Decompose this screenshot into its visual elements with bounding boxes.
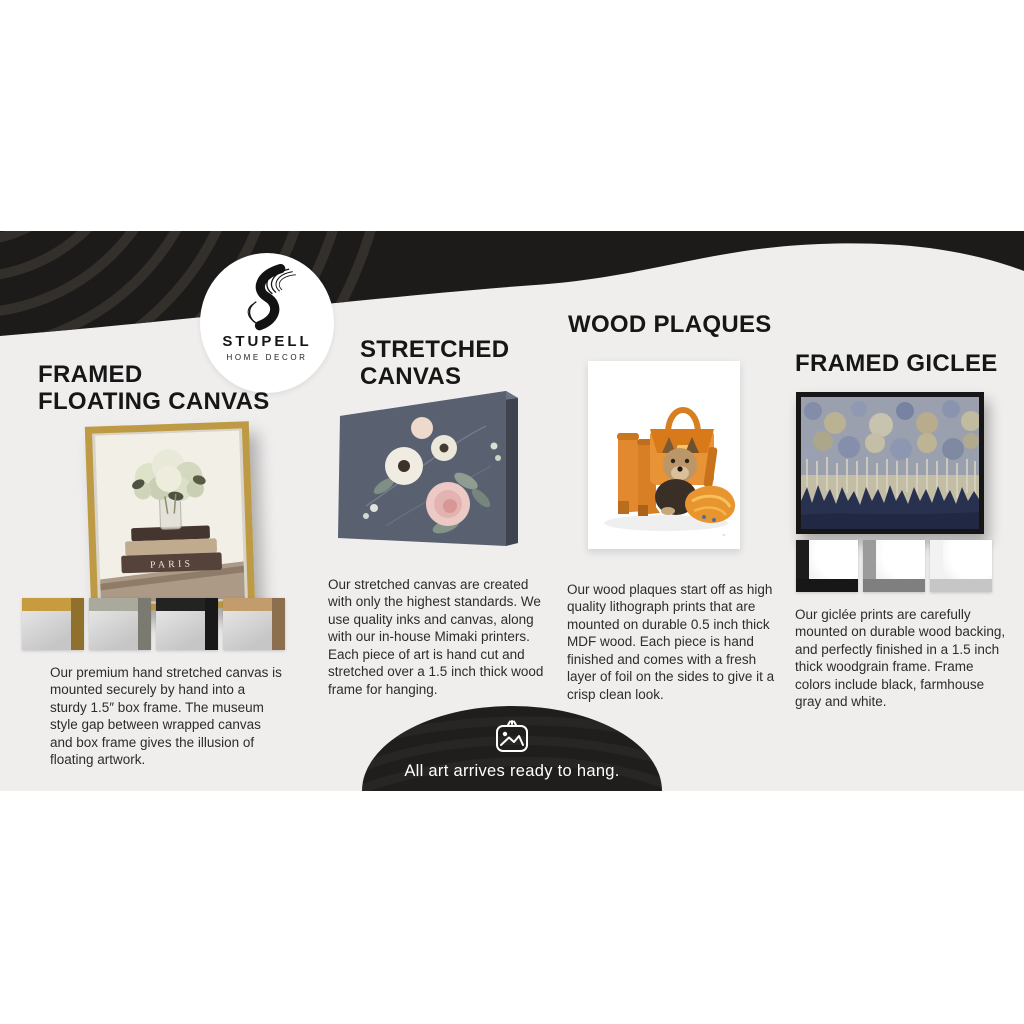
description-stretched-canvas: Our stretched canvas are created with only the highest standards. We use quality inks and canvas, along with our in-house Mimaki printers. Each piece of art is hand cut and stretched over a 1.5 inch thick wood frame for hanging.: [328, 576, 544, 697]
hydrangea-paris-illustration: [94, 431, 246, 604]
canvas-side-edge: [506, 391, 518, 546]
frame-edge-bottom: [863, 579, 925, 592]
frame-edge-side: [272, 598, 285, 650]
heading-wood-plaques: [568, 312, 772, 339]
brand-tagline: HOME DECOR: [226, 353, 308, 362]
floral-canvas-illustration: [326, 386, 526, 558]
s-swirl-icon: [236, 263, 298, 335]
heading-line: FLOATING CANVAS: [38, 387, 270, 415]
heading-line: CANVAS: [360, 362, 462, 390]
yorkie-fashion-illustration: [588, 361, 740, 549]
frame-edge-side: [138, 598, 151, 650]
heading-line: WOOD PLAQUES: [568, 311, 772, 338]
abstract-giclee-illustration: [801, 397, 979, 529]
frame-swatch-gray: [863, 540, 925, 592]
frame-color-swatches: [22, 598, 285, 650]
frame-swatch-black: [156, 598, 218, 650]
frame-swatch-white: [930, 540, 992, 592]
description-framed-giclee: Our giclée prints are carefully mounted on durable wood backing, and perfectly finished in a 1.5 inch thick woodgrain frame. Frame colors include black, farmhouse gray and white.: [795, 606, 1006, 710]
footer-message: All art arrives ready to hang.: [404, 762, 620, 780]
heading-framed-giclee: [795, 351, 998, 378]
heading-line: STRETCHED: [360, 336, 510, 363]
frame-edge-side: [71, 598, 84, 650]
heading-framed-floating-canvas: [38, 362, 270, 416]
frame-edge-bottom: [796, 579, 858, 592]
book-stack: [120, 525, 222, 573]
frame-swatch-gold: [22, 598, 84, 650]
top-wave-band: [0, 231, 1024, 343]
heading-stretched-canvas: [360, 337, 509, 391]
stretched-canvas-artwork: [326, 386, 526, 558]
book-title-label: PARIS: [149, 558, 194, 571]
heading-line: FRAMED GICLEE: [795, 350, 998, 377]
framed-giclee-artwork: [796, 392, 984, 534]
frame-edge-side: [205, 598, 218, 650]
heading-line: FRAMED: [38, 361, 143, 388]
wood-plaque-artwork: [588, 361, 740, 549]
description-framed-floating-canvas: Our premium hand stretched canvas is mounted securely by hand into a sturdy 1.5″ box frame. The museum style gap between wrapped canvas and box frame gives the illusion of floating artwork.: [50, 664, 282, 768]
frame-edge-bottom: [930, 579, 992, 592]
frame-swatch-black: [796, 540, 858, 592]
brand-name: STUPELL: [222, 333, 312, 350]
description-wood-plaques: Our wood plaques start off as high quality lithograph prints that are mounted on durable 0.5 inch thick MDF wood. Each piece is hand finished and comes with a fresh layer of foil on the sides to give it a crisp clean look.: [567, 581, 775, 702]
floating-canvas-artwork: [85, 421, 255, 613]
giclee-frame-swatches: [796, 540, 992, 592]
artist-signature: ~: [722, 533, 726, 539]
frame-swatch-tan: [223, 598, 285, 650]
frame-swatch-silver: [89, 598, 151, 650]
framed-art-icon: [490, 718, 534, 758]
